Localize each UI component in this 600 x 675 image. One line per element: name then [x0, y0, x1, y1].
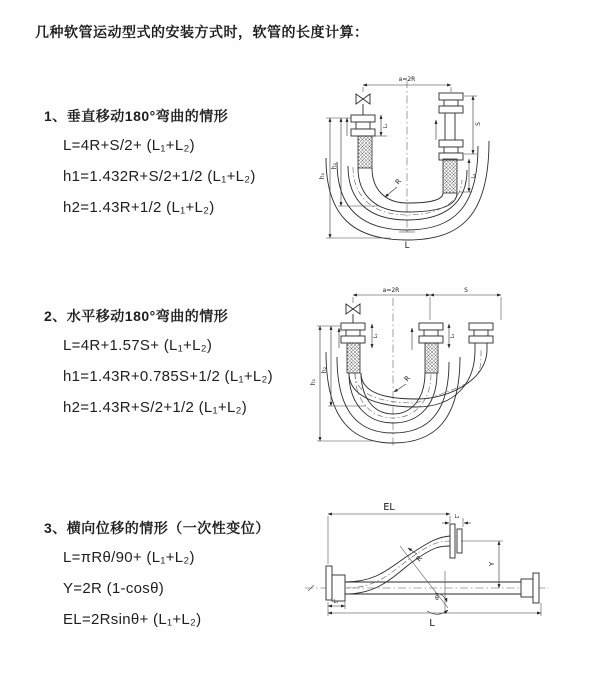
section-lateral-displacement — [44, 518, 270, 641]
section-2-heading: 2、水平移动180°弯曲的情形 — [44, 308, 229, 324]
section-horizontal-180 — [44, 306, 273, 429]
left-flange-fitting — [341, 323, 365, 373]
width-label: a=2R — [398, 76, 416, 83]
formula-h2: h2=1.43R+1/2 (L₁+L₂) — [63, 199, 215, 216]
l2-label: L₂ — [454, 514, 460, 520]
section-1-heading: 1、垂直移动180°弯曲的情形 — [44, 108, 229, 124]
diagram-vertical-180-bend — [303, 66, 553, 256]
dimension-el — [328, 502, 450, 564]
formula-length: L=4R+1.57S+ (L₁+L₂) — [63, 337, 213, 354]
h1-label: h₁ — [319, 172, 326, 180]
dimension-l2 — [449, 324, 456, 348]
radius-label: R — [414, 554, 425, 564]
formula-h1: h1=1.43R+0.785S+1/2 (L₁+L₂) — [63, 368, 273, 385]
formula-length: L=πRθ/90+ (L₁+L₂) — [63, 549, 195, 566]
l1-label: L₁ — [383, 123, 389, 129]
formula-el: EL=2Rsinθ+ (L₁+L₂) — [63, 611, 202, 628]
section-3-heading: 3、横向位移的情形（一次性变位） — [44, 520, 270, 536]
theta-label: θ — [435, 595, 439, 602]
h2-label: h₂ — [331, 162, 338, 170]
l2-label: L₂ — [471, 173, 477, 179]
dimension-l2 — [459, 159, 477, 192]
dimension-y — [461, 541, 503, 588]
dimension-s — [464, 96, 482, 154]
hose-u-bend-position-2 — [349, 350, 487, 407]
radius-label: R — [393, 177, 404, 187]
dimension-s — [430, 287, 501, 295]
right-flange-fitting-upper — [439, 93, 463, 140]
h2-label: h₂ — [321, 366, 328, 374]
s-label: S — [464, 287, 468, 294]
left-flange-fitting — [326, 566, 345, 601]
right-flange-fitting — [469, 323, 493, 350]
dimension-l1 — [372, 324, 379, 348]
page-title: 几种软管运动型式的安装方式时，软管的长度计算： — [35, 24, 369, 40]
l2-label: L₂ — [450, 333, 456, 339]
section-vertical-180 — [44, 106, 256, 229]
right-flange-fitting — [521, 573, 539, 603]
width-label: a=2R — [382, 287, 400, 294]
hose-displaced-position — [345, 536, 450, 594]
formula-h1: h1=1.432R+S/2+1/2 (L₁+L₂) — [63, 168, 256, 185]
dimension-length — [399, 232, 415, 251]
formula-length: L=4R+S/2+ (L₁+L₂) — [63, 137, 195, 154]
radius-callout — [385, 177, 403, 197]
h1-label: h₁ — [310, 378, 317, 386]
radius-callout — [394, 374, 412, 392]
valve-icon — [346, 304, 360, 323]
formula-y: Y=2R (1-cosθ) — [63, 580, 165, 597]
y-label: Y — [488, 561, 496, 567]
length-label: L — [429, 618, 435, 629]
s-label: S — [475, 122, 482, 126]
diagram-lateral-displacement — [297, 496, 597, 644]
right-flange-fitting-lower — [439, 140, 463, 193]
hose-u-bend — [326, 141, 489, 240]
left-flange-fitting — [351, 115, 375, 168]
length-label: L — [404, 241, 410, 251]
radius-label: R — [402, 374, 413, 384]
dimension-length — [328, 602, 541, 629]
l1-label: L₁ — [333, 599, 339, 605]
formula-h2: h2=1.43R+S/2+1/2 (L₁+L₂) — [63, 399, 248, 416]
dimension-l2 — [442, 514, 471, 527]
dimension-l1 — [375, 115, 389, 136]
valve-icon — [356, 94, 370, 115]
middle-flange-fitting — [419, 323, 443, 373]
el-label: EL — [383, 502, 395, 513]
l1-label: L₁ — [373, 333, 379, 339]
dimension-width-a2r — [353, 287, 430, 295]
diagram-horizontal-180-bend — [306, 282, 576, 454]
upper-flange-fitting — [450, 524, 462, 558]
